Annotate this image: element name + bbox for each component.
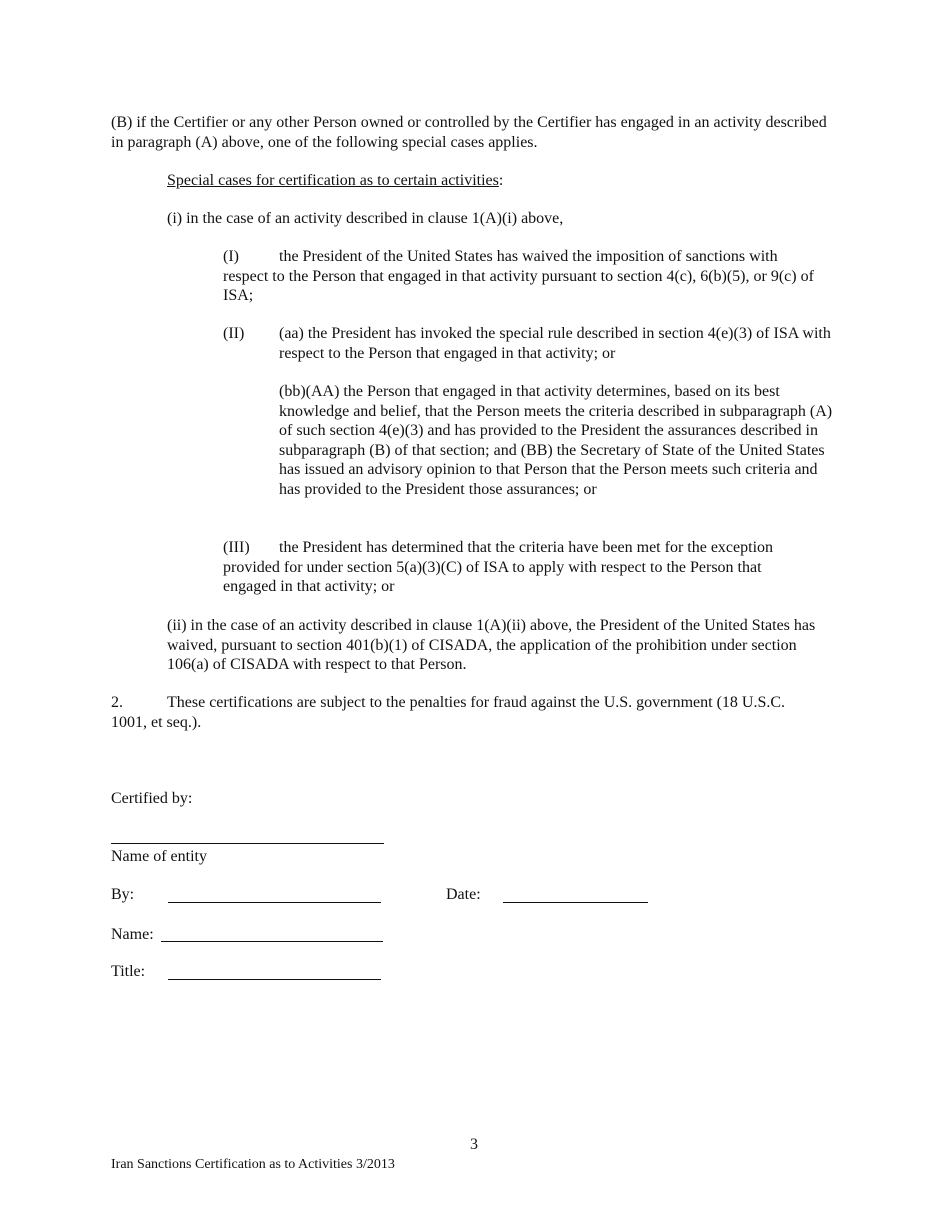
item-iii-text-first: the President has determined that the criteria have been met for the exception <box>279 539 774 556</box>
clause-ii: (ii) in the case of an activity described in clause 1(A)(ii) above, the President of the United States has waived, pursuant to section 401(b)(1) of CISADA, the application of the prohibition under section 106(a) of CISADA with respect to that Person. <box>167 617 816 673</box>
paragraph-2-text-first: These certifications are subject to the penalties for fraud against the U.S. government (18 U.S.C. <box>167 694 786 711</box>
special-cases-colon: : <box>498 172 504 189</box>
paragraph-2-label: 2. <box>111 694 123 711</box>
entity-name-line[interactable] <box>111 843 384 844</box>
title-label: Title: <box>111 963 146 980</box>
certified-by-label: Certified by: <box>111 790 193 807</box>
footer-text: Iran Sanctions Certification as to Activities 3/2013 <box>111 1157 395 1172</box>
special-cases-heading <box>167 171 847 191</box>
title-line[interactable] <box>168 979 381 980</box>
item-i-text-rest: respect to the Person that engaged in that activity pursuant to section 4(c), 6(b)(5), or 9(c) of ISA; <box>223 267 814 304</box>
name-label: Name: <box>111 926 154 943</box>
item-ii-bb: (bb)(AA) the Person that engaged in that activity determines, based on its best knowledge and belief, that the Person meets the criteria described in subparagraph (A) of such section 4(e)(3) and has provided to the President the assurances described in subparagraph (B) of that section; and (BB) the Secretary of State of the United States has issued an advisory opinion to that Person that the Person meets such criteria and has provided to the President those assurances; or <box>279 383 833 498</box>
item-ii-aa: (aa) the President has invoked the special rule described in section 4(e)(3) of ISA with respect to the Person that engaged in that activity; or <box>279 325 831 362</box>
date-line[interactable] <box>503 902 648 903</box>
by-label: By: <box>111 886 135 903</box>
item-iii-label: (III) <box>223 539 250 556</box>
special-cases-heading-text: Special cases for certification as to certain activities <box>167 172 499 189</box>
name-line[interactable] <box>161 941 383 942</box>
date-label: Date: <box>446 886 481 903</box>
by-signature-line[interactable] <box>168 902 381 903</box>
paragraph-b: (B) if the Certifier or any other Person owned or controlled by the Certifier has engaged in an activity described in paragraph (A) above, one of the following special cases applies. <box>111 114 827 151</box>
paragraph-2-text-rest: 1001, et seq.). <box>111 713 202 731</box>
item-i-text-first: the President of the United States has waived the imposition of sanctions with <box>279 248 778 265</box>
clause-i: (i) in the case of an activity described in clause 1(A)(i) above, <box>167 210 564 227</box>
item-iii-text-rest: provided for under section 5(a)(3)(C) of ISA to apply with respect to the Person that engaged in that activity; or <box>223 558 762 595</box>
item-i-label: (I) <box>223 248 239 265</box>
page-number: 3 <box>470 1136 478 1153</box>
item-ii-label: (II) <box>223 325 245 342</box>
name-of-entity-label: Name of entity <box>111 848 207 865</box>
